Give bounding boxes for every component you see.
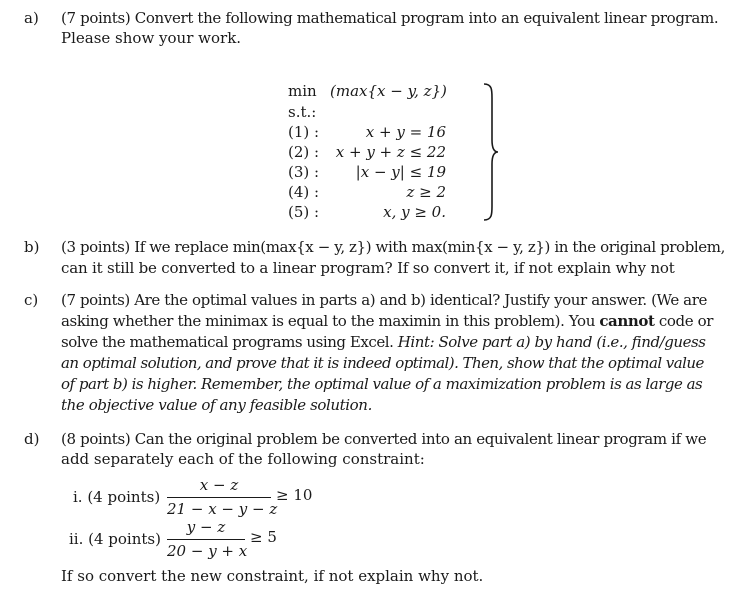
part-c-line2-end: code or: [658, 312, 713, 330]
constraint-label-3: (3) :: [288, 163, 320, 181]
constraint-expr-1: x + y = 16: [365, 123, 446, 141]
sub-i-label: i. (4 points): [73, 488, 161, 506]
constraint-label-1: (1) :: [288, 123, 320, 141]
part-c-line2-start: asking whether the minimax is equal to the maximin in this problem). You: [61, 312, 595, 330]
part-c-label: c): [24, 291, 39, 309]
sub-ii-denominator: 20 − y + x: [167, 542, 248, 560]
part-c-text-line6: the objective value of any feasible solution.: [61, 396, 372, 414]
part-a-text-line2: Please show your work.: [61, 29, 242, 47]
part-a-label: a): [24, 9, 39, 27]
sub-ii-fraction-bar: [167, 539, 245, 540]
constraint-expr-5: x, y ≥ 0.: [383, 203, 446, 221]
part-c-text-line3: [61, 333, 706, 351]
sub-ii-label: ii. (4 points): [69, 530, 161, 548]
sub-i-fraction-bar: [167, 497, 271, 498]
part-c-line2-bold: cannot: [599, 312, 655, 330]
constraint-label-4: (4) :: [288, 183, 320, 201]
sub-i-rhs: ≥ 10: [276, 486, 313, 504]
part-d-text-line1: (8 points) Can the original problem be converted into an equivalent linear program if we: [61, 430, 707, 448]
constraint-expr-3: |x − y| ≤ 19: [355, 163, 446, 181]
min-label: min: [288, 82, 317, 100]
constraint-expr-2: x + y + z ≤ 22: [335, 143, 446, 161]
part-b-text-line2: can it still be converted to a linear program? If so convert it, if not explain why not: [61, 259, 675, 277]
part-a-text-line1: (7 points) Convert the following mathematical program into an equivalent linear program.: [61, 9, 719, 27]
part-d-closing: If so convert the new constraint, if not explain why not.: [61, 567, 484, 585]
part-d-text-line2: add separately each of the following constraint:: [61, 450, 425, 468]
constraint-label-2: (2) :: [288, 143, 320, 161]
part-d-label: d): [24, 430, 40, 448]
part-c-text-line1: (7 points) Are the optimal values in parts a) and b) identical? Justify your answer. (We are: [61, 291, 707, 309]
part-b-label: b): [24, 238, 40, 256]
right-brace-icon: [478, 82, 502, 222]
st-label: s.t.:: [288, 103, 317, 121]
part-b-text-line1: (3 points) If we replace min(max{x − y, z}) with max(min{x − y, z}) in the original problem,: [61, 238, 725, 256]
sub-ii-rhs: ≥ 5: [250, 528, 277, 546]
sub-i-numerator: x − z: [199, 476, 239, 494]
objective: (max{x − y, z}): [330, 82, 447, 100]
constraint-expr-4: z ≥ 2: [406, 183, 446, 201]
part-c-text-line4: an optimal solution, and prove that it is indeed optimal). Then, show that the optimal value: [61, 354, 704, 372]
sub-ii-numerator: y − z: [186, 518, 226, 536]
sub-i-denominator: 21 − x − y − z: [167, 500, 278, 518]
sub-i-fraction: [167, 476, 278, 520]
part-c-text-line5: of part b) is higher. Remember, the optimal value of a maximization problem is as large as: [61, 375, 703, 393]
sub-ii-fraction: [167, 518, 248, 562]
part-c-line3-hint: Hint: Solve part a) by hand (i.e., find/guess: [397, 333, 706, 351]
constraint-label-5: (5) :: [288, 203, 320, 221]
part-c-text-line2: [61, 312, 713, 330]
part-c-line3-start: solve the mathematical programs using Excel.: [61, 333, 394, 351]
